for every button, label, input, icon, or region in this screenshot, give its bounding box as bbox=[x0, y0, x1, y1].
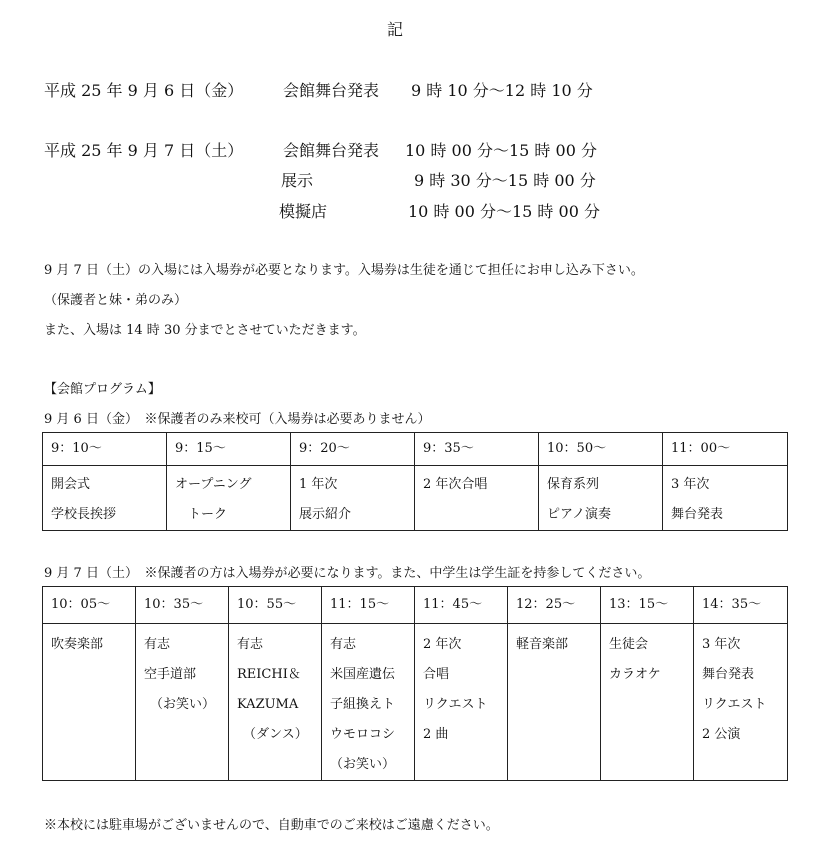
program-line: 1 年次 bbox=[299, 477, 338, 492]
schedule-time: 10 時 00 分〜15 時 00 分 bbox=[405, 141, 597, 160]
program-cell bbox=[43, 624, 136, 781]
schedule-event: 会館舞台発表 bbox=[283, 81, 380, 100]
program-cell bbox=[601, 624, 694, 781]
program-cell bbox=[539, 466, 663, 531]
table-row bbox=[43, 466, 788, 531]
program-line: 有志 bbox=[144, 637, 171, 652]
schedule-date-2: 平成 25 年 9 月 7 日（土） bbox=[44, 141, 244, 160]
program-line: （お笑い） bbox=[330, 757, 396, 772]
schedule-event: 模擬店 bbox=[279, 202, 328, 221]
time-cell: 13：15〜 bbox=[601, 587, 694, 624]
schedule-event: 会館舞台発表 bbox=[283, 141, 380, 160]
program-line: 2 曲 bbox=[423, 727, 449, 742]
program-line: 展示紹介 bbox=[299, 507, 352, 522]
program-line: 舞台発表 bbox=[702, 667, 755, 682]
program-line: 2 年次 bbox=[423, 637, 462, 652]
program-line: 舞台発表 bbox=[671, 507, 724, 522]
schedule-time: 9 時 10 分〜12 時 10 分 bbox=[411, 81, 593, 100]
program-line: 2 年次合唱 bbox=[423, 477, 488, 492]
program-line: 2 公演 bbox=[702, 727, 741, 742]
program-line: 生徒会 bbox=[609, 637, 649, 652]
time-cell: 12：25〜 bbox=[508, 587, 601, 624]
time-cell: 9：10〜 bbox=[43, 433, 167, 466]
time-cell: 14：35〜 bbox=[694, 587, 788, 624]
program-table-day1 bbox=[42, 432, 788, 531]
time-cell: 11：15〜 bbox=[322, 587, 415, 624]
program-cell bbox=[415, 624, 508, 781]
time-cell: 10：05〜 bbox=[43, 587, 136, 624]
schedule-event: 展示 bbox=[281, 171, 314, 190]
program-cell bbox=[136, 624, 229, 781]
program-line: 軽音楽部 bbox=[516, 637, 569, 652]
program-line: カラオケ bbox=[609, 667, 661, 682]
program-line: （お笑い） bbox=[150, 697, 216, 712]
time-cell: 9：15〜 bbox=[167, 433, 291, 466]
program-line: 合唱 bbox=[423, 667, 450, 682]
program-line: （ダンス） bbox=[243, 727, 308, 742]
program-line: トーク bbox=[175, 507, 228, 522]
schedule-time: 10 時 00 分〜15 時 00 分 bbox=[408, 202, 600, 221]
program-table-day2 bbox=[42, 586, 788, 781]
program-line: ピアノ演奏 bbox=[547, 507, 611, 522]
program-cell bbox=[229, 624, 322, 781]
program-line: 学校長挨拶 bbox=[51, 507, 117, 522]
program-line: 有志 bbox=[330, 637, 357, 652]
time-cell: 11：45〜 bbox=[415, 587, 508, 624]
program-cell bbox=[663, 466, 788, 531]
program-cell bbox=[694, 624, 788, 781]
program-line: 空手道部 bbox=[144, 667, 197, 682]
program-cell bbox=[322, 624, 415, 781]
table-header-row bbox=[43, 433, 788, 466]
entry-deadline-note: また、入場は 14 時 30 分までとさせていただきます。 bbox=[44, 323, 366, 338]
program-heading: 【会館プログラム】 bbox=[44, 382, 161, 397]
time-cell: 9：35〜 bbox=[415, 433, 539, 466]
schedule-time: 9 時 30 分〜15 時 00 分 bbox=[414, 171, 596, 190]
time-cell: 10：55〜 bbox=[229, 587, 322, 624]
program-line: 吹奏楽部 bbox=[51, 637, 104, 652]
program-line: ウモロコシ bbox=[330, 727, 396, 742]
time-cell: 11：00〜 bbox=[663, 433, 788, 466]
program-line: 子組換えト bbox=[330, 697, 396, 712]
program-day1-caption: 9 月 6 日（金） ※保護者のみ来校可（入場券は必要ありません） bbox=[44, 412, 431, 427]
program-line: 米国産遺伝 bbox=[330, 667, 396, 682]
program-cell bbox=[43, 466, 167, 531]
program-line: KAZUMA bbox=[237, 697, 299, 712]
program-line: 開会式 bbox=[51, 477, 91, 492]
program-day2-caption: 9 月 7 日（土） ※保護者の方は入場券が必要になります。また、中学生は学生証を持参してください。 bbox=[44, 566, 651, 581]
program-line: 3 年次 bbox=[702, 637, 741, 652]
time-cell: 10：35〜 bbox=[136, 587, 229, 624]
program-cell bbox=[291, 466, 415, 531]
table-row bbox=[43, 624, 788, 781]
time-cell: 9：20〜 bbox=[291, 433, 415, 466]
program-line: リクエスト bbox=[423, 697, 488, 712]
admission-note-sub: （保護者と妹・弟のみ） bbox=[44, 293, 188, 308]
program-line: 保育系列 bbox=[547, 477, 600, 492]
program-cell bbox=[415, 466, 539, 531]
time-cell: 10：50〜 bbox=[539, 433, 663, 466]
program-line: REICHI＆ bbox=[237, 667, 301, 682]
document-title: 記 bbox=[387, 20, 404, 39]
program-cell bbox=[508, 624, 601, 781]
admission-note: 9 月 7 日（土）の入場には入場券が必要となります。入場券は生徒を通じて担任にお申し込み下さい。 bbox=[44, 263, 644, 278]
program-cell bbox=[167, 466, 291, 531]
program-line: 有志 bbox=[237, 637, 264, 652]
parking-note: ※本校には駐車場がございませんので、自動車でのご来校はご遠慮ください。 bbox=[44, 818, 499, 833]
schedule-date-1: 平成 25 年 9 月 6 日（金） bbox=[44, 81, 244, 100]
program-line: 3 年次 bbox=[671, 477, 710, 492]
program-line: リクエスト bbox=[702, 697, 767, 712]
table-header-row bbox=[43, 587, 788, 624]
program-line: オープニング bbox=[175, 477, 252, 492]
